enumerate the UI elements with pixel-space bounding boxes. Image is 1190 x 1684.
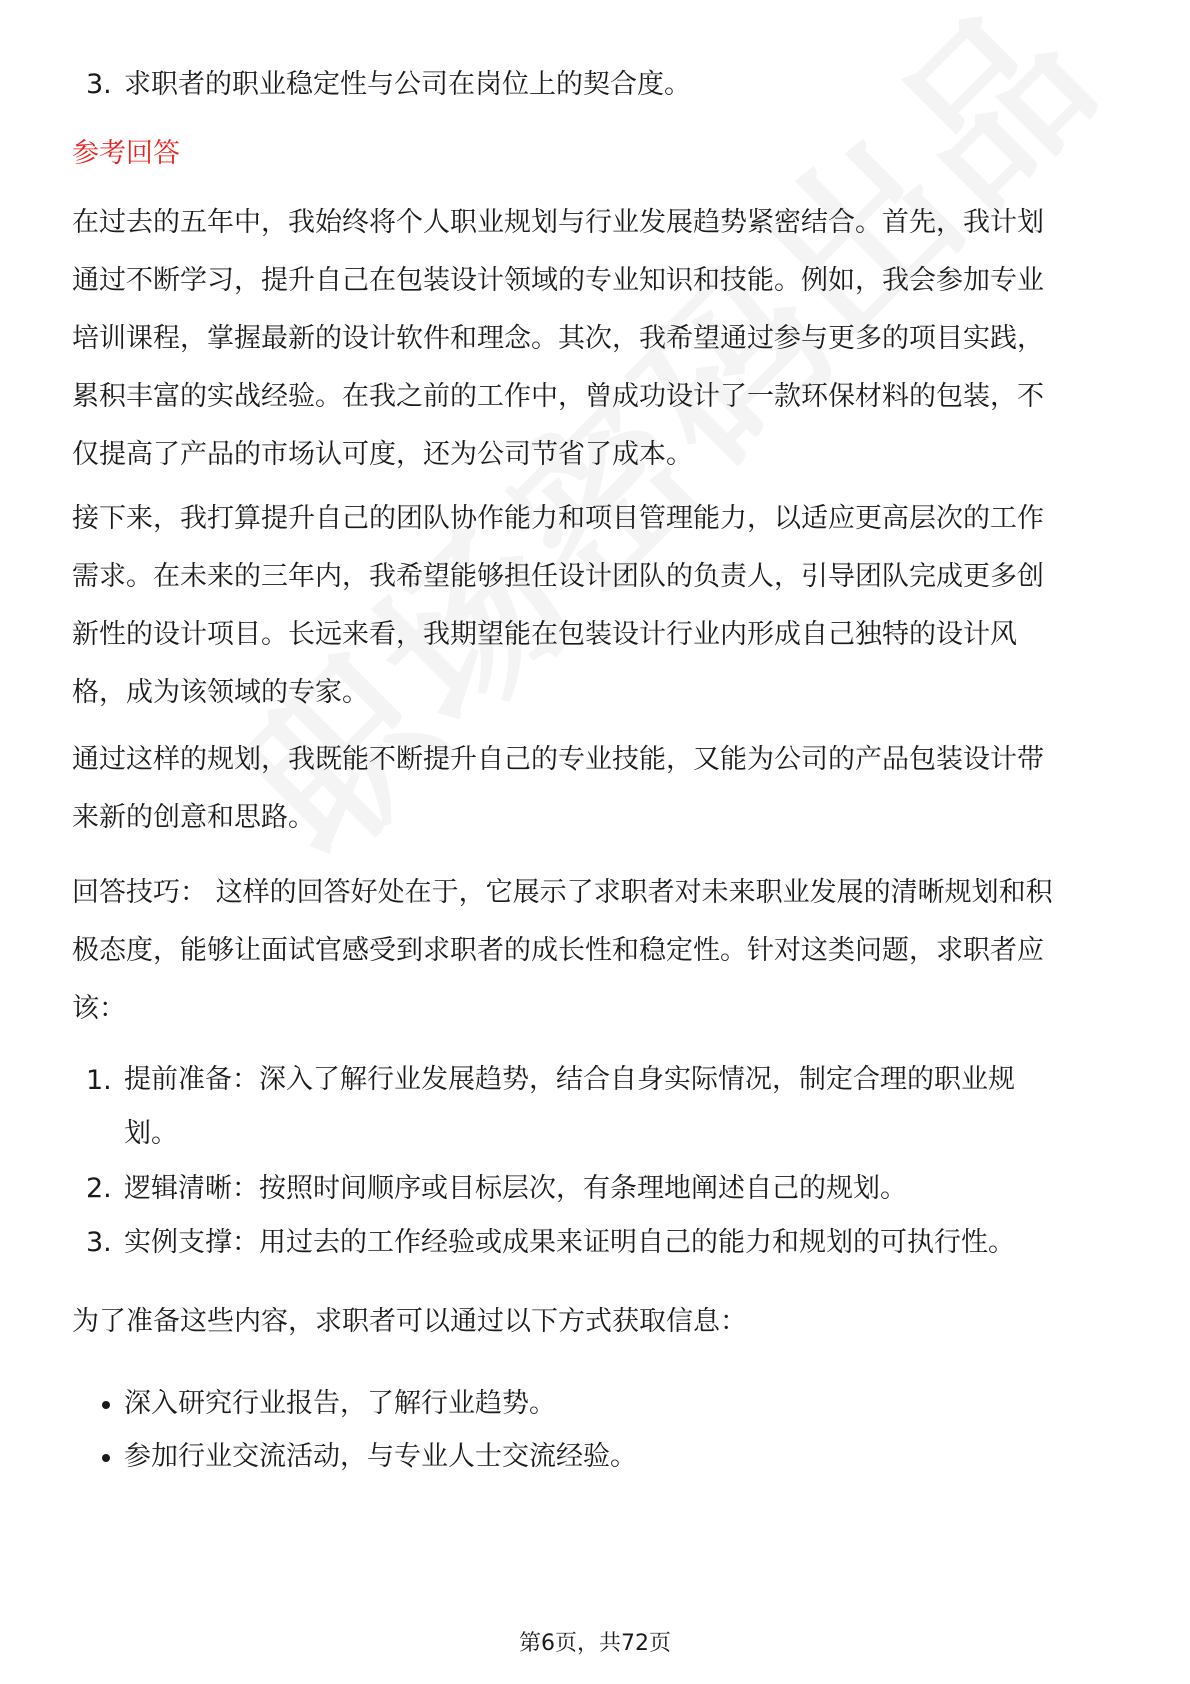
paragraph: 通过这样的规划，我既能不断提升自己的专业技能，又能为公司的产品包装设计带来新的创意和思路。: [72, 744, 1044, 833]
paragraph: 在过去的五年中，我始终将个人职业规划与行业发展趋势紧密结合。首先，我计划通过不断学习，提升自己在包装设计领域的专业知识和技能。例如，我会参加专业培训课程，掌握最新的设计软件和理念。其次，我希望通过参与更多的项目实践，累积丰富的实战经验。在我之前的工作中，曾成功设计了一款环保材料的包装，不仅提高了产品的市场认可度，还为公司节省了成本。: [72, 207, 1044, 470]
list-number: 3.: [86, 1227, 112, 1258]
page-footer: 第6页，共72页: [519, 1631, 671, 1656]
list-text: 逻辑清晰：按照时间顺序或目标层次，有条理地阐述自己的规划。: [124, 1173, 907, 1204]
paragraph: 为了准备这些内容，求职者可以通过以下方式获取信息：: [72, 1306, 747, 1337]
bullet-dot-icon: [102, 1401, 110, 1409]
list-number: 2.: [86, 1173, 112, 1204]
bullet-text: 参加行业交流活动，与专业人士交流经验。: [124, 1441, 637, 1472]
bullet-text: 深入研究行业报告，了解行业趋势。: [124, 1388, 556, 1419]
list-text: 实例支撑：用过去的工作经验或成果来证明自己的能力和规划的可执行性。: [124, 1227, 1015, 1258]
paragraph: 接下来，我打算提升自己的团队协作能力和项目管理能力，以适应更高层次的工作需求。在未来的三年内，我希望能够担任设计团队的负责人，引导团队完成更多创新性的设计项目。长远来看，我期望能在包装设计行业内形成自己独特的设计风格，成为该领域的专家。: [72, 503, 1044, 708]
bullet-dot-icon: [102, 1454, 110, 1462]
list-text: 提前准备：深入了解行业发展趋势，结合自身实际情况，制定合理的职业规划。: [124, 1064, 1015, 1149]
paragraph: 回答技巧： 这样的回答好处在于，它展示了求职者对未来职业发展的清晰规划和积极态度，能够让面试官感受到求职者的成长性和稳定性。针对这类问题，求职者应该：: [72, 877, 1053, 1024]
section-heading: 参考回答: [72, 138, 180, 169]
list-number: 1.: [86, 1065, 112, 1096]
list-number: 3.: [86, 69, 112, 100]
list-text: 求职者的职业稳定性与公司在岗位上的契合度。: [124, 69, 691, 100]
